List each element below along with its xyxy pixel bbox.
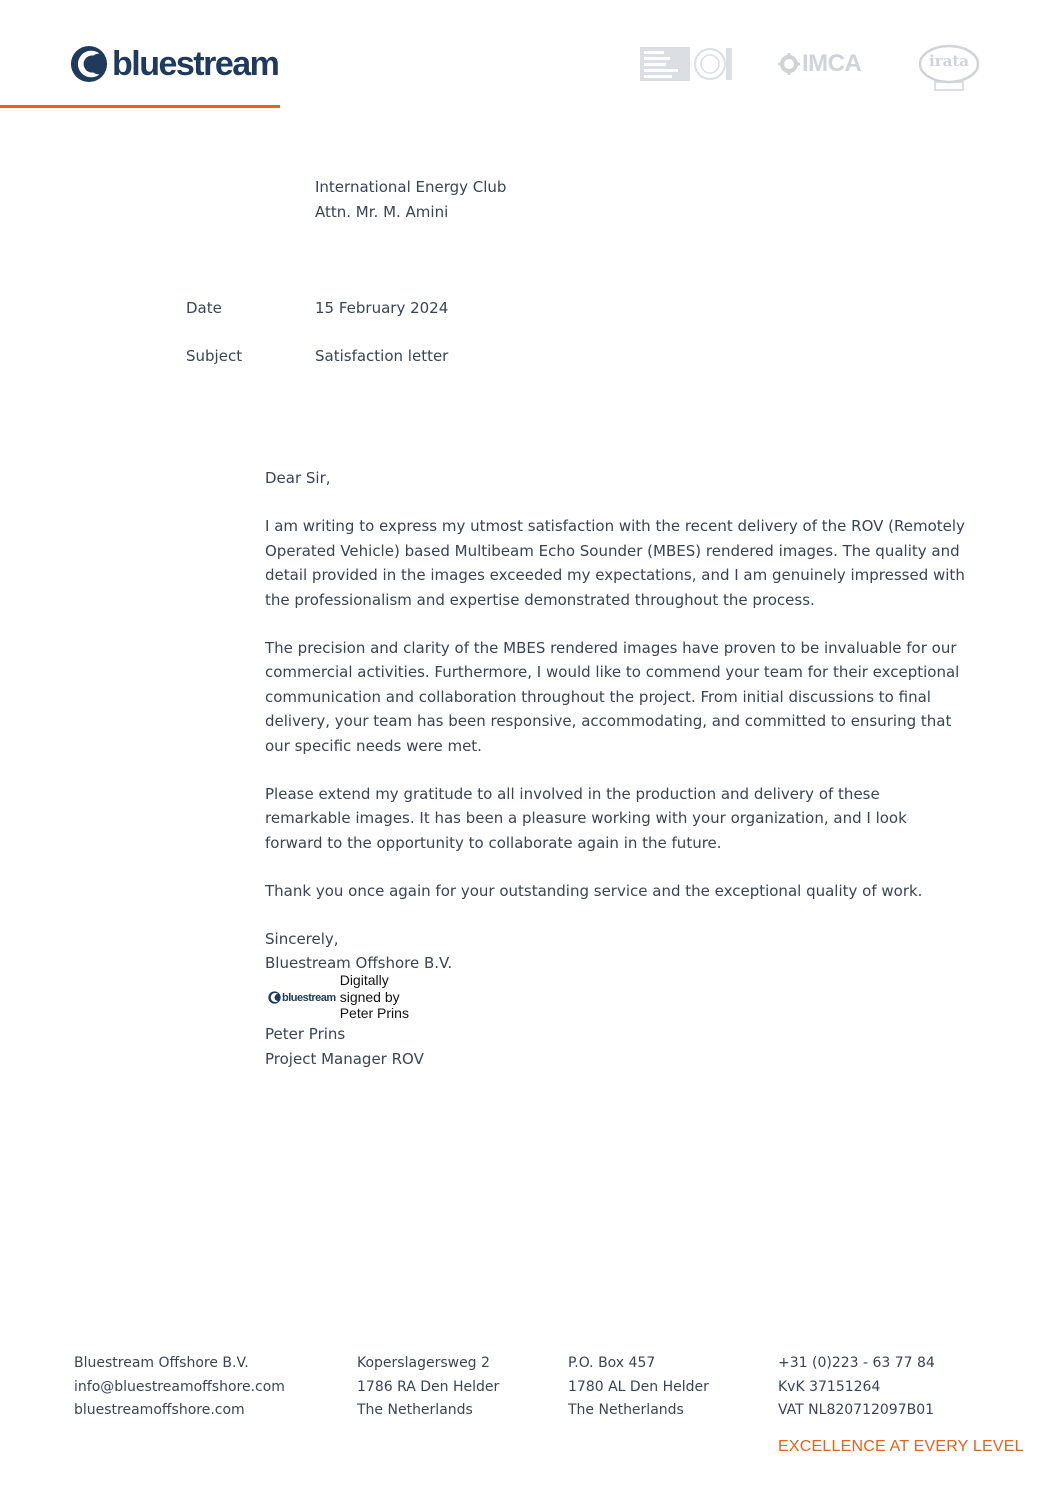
signer-block	[265, 1022, 424, 1071]
footer-line: 1780 AL Den Helder	[568, 1378, 709, 1395]
signature-text	[340, 972, 409, 1022]
company-logo	[70, 44, 278, 84]
signer-name: Peter Prins	[265, 1025, 346, 1043]
subject-value: Satisfaction letter	[315, 347, 449, 365]
closing-block	[265, 927, 965, 976]
footer-line: 1786 RA Den Helder	[357, 1378, 500, 1395]
footer-line: Koperslagersweg 2	[357, 1355, 490, 1371]
footer-company-name: Bluestream Offshore B.V.	[74, 1355, 249, 1371]
body-paragraph	[265, 782, 965, 856]
closing: Sincerely,	[265, 929, 339, 948]
footer-postal-address	[568, 1352, 709, 1423]
paragraph-line: Thank you once again for your outstanding service and the exceptional quality of work.	[265, 881, 923, 900]
recipient-block	[315, 175, 506, 224]
paragraph-line: detail provided in the images exceeded my expectations, and I am genuinely impressed with	[265, 566, 965, 584]
salutation: Dear Sir,	[265, 469, 331, 487]
footer-line: The Netherlands	[357, 1402, 473, 1418]
footer-email-link[interactable]: info@bluestreamoffshore.com	[74, 1378, 285, 1395]
signature-brand: bluestream	[282, 991, 336, 1004]
digital-signature[interactable]	[268, 972, 409, 1022]
paragraph-line: commercial activities. Furthermore, I would like to commend your team for their exceptional	[265, 663, 960, 681]
footer-kvk: KvK 37151264	[778, 1378, 881, 1395]
irata-wordmark: irata	[929, 52, 969, 70]
footer-company	[74, 1352, 285, 1423]
imca-wordmark: IMCA	[802, 50, 862, 77]
footer-street-address	[357, 1352, 499, 1423]
footer-website-link[interactable]: bluestreamoffshore.com	[74, 1402, 245, 1418]
paragraph-line: communication and collaboration throughout the project. From initial discussions to final	[265, 687, 931, 706]
date-value: 15 February 2024	[315, 299, 449, 317]
paragraph-line: the professionalism and expertise demonstrated throughout the process.	[265, 590, 815, 609]
sender-company: Bluestream Offshore B.V.	[265, 954, 453, 972]
footer-vat: VAT NL820712097B01	[778, 1402, 935, 1418]
signature-logo	[268, 991, 336, 1004]
paragraph-line: remarkable images. It has been a pleasure working with your organization, and I look	[265, 809, 907, 827]
footer-line: The Netherlands	[568, 1402, 684, 1418]
irata-logo	[918, 44, 980, 92]
paragraph-line: delivery, your team has been responsive, accommodating, and committed to ensuring that	[265, 712, 952, 730]
certification-badge-icon	[640, 46, 734, 82]
recipient-line: International Energy Club	[315, 178, 507, 196]
gear-icon	[778, 53, 800, 75]
footer-phone: +31 (0)223 - 63 77 84	[778, 1355, 935, 1371]
header-accent-rule	[0, 105, 280, 108]
signature-line: Peter Prins	[339, 1005, 409, 1021]
footer-registration	[778, 1352, 935, 1423]
paragraph-line: I am writing to express my utmost satisfaction with the recent delivery of the ROV (Remotely	[265, 517, 965, 535]
date-label: Date	[186, 299, 222, 317]
body-paragraph	[265, 636, 965, 759]
recipient-line: Attn. Mr. M. Amini	[315, 202, 449, 221]
paragraph-line: forward to the opportunity to collaborate again in the future.	[265, 833, 722, 852]
letter-body	[265, 466, 965, 976]
paragraph-line: Please extend my gratitude to all involved in the production and delivery of these	[265, 784, 880, 803]
paragraph-line: Operated Vehicle) based Multibeam Echo Sounder (MBES) rendered images. The quality and	[265, 541, 960, 560]
imca-logo	[778, 50, 861, 78]
bluestream-wave-icon	[70, 45, 108, 83]
body-paragraph	[265, 879, 965, 904]
paragraph-line: The precision and clarity of the MBES rendered images have proven to be invaluable for our	[265, 638, 957, 657]
brand-wordmark: bluestream	[112, 45, 279, 83]
paragraph-line: our specific needs were met.	[265, 736, 482, 755]
body-paragraph	[265, 514, 965, 612]
footer-line: P.O. Box 457	[568, 1355, 656, 1371]
signature-line: signed by	[339, 988, 400, 1005]
bluestream-wave-icon	[268, 991, 281, 1004]
footer-tagline: EXCELLENCE AT EVERY LEVEL	[778, 1438, 1024, 1455]
subject-label: Subject	[186, 347, 243, 365]
signature-line: Digitally	[339, 972, 389, 988]
signer-title: Project Manager ROV	[265, 1049, 424, 1068]
